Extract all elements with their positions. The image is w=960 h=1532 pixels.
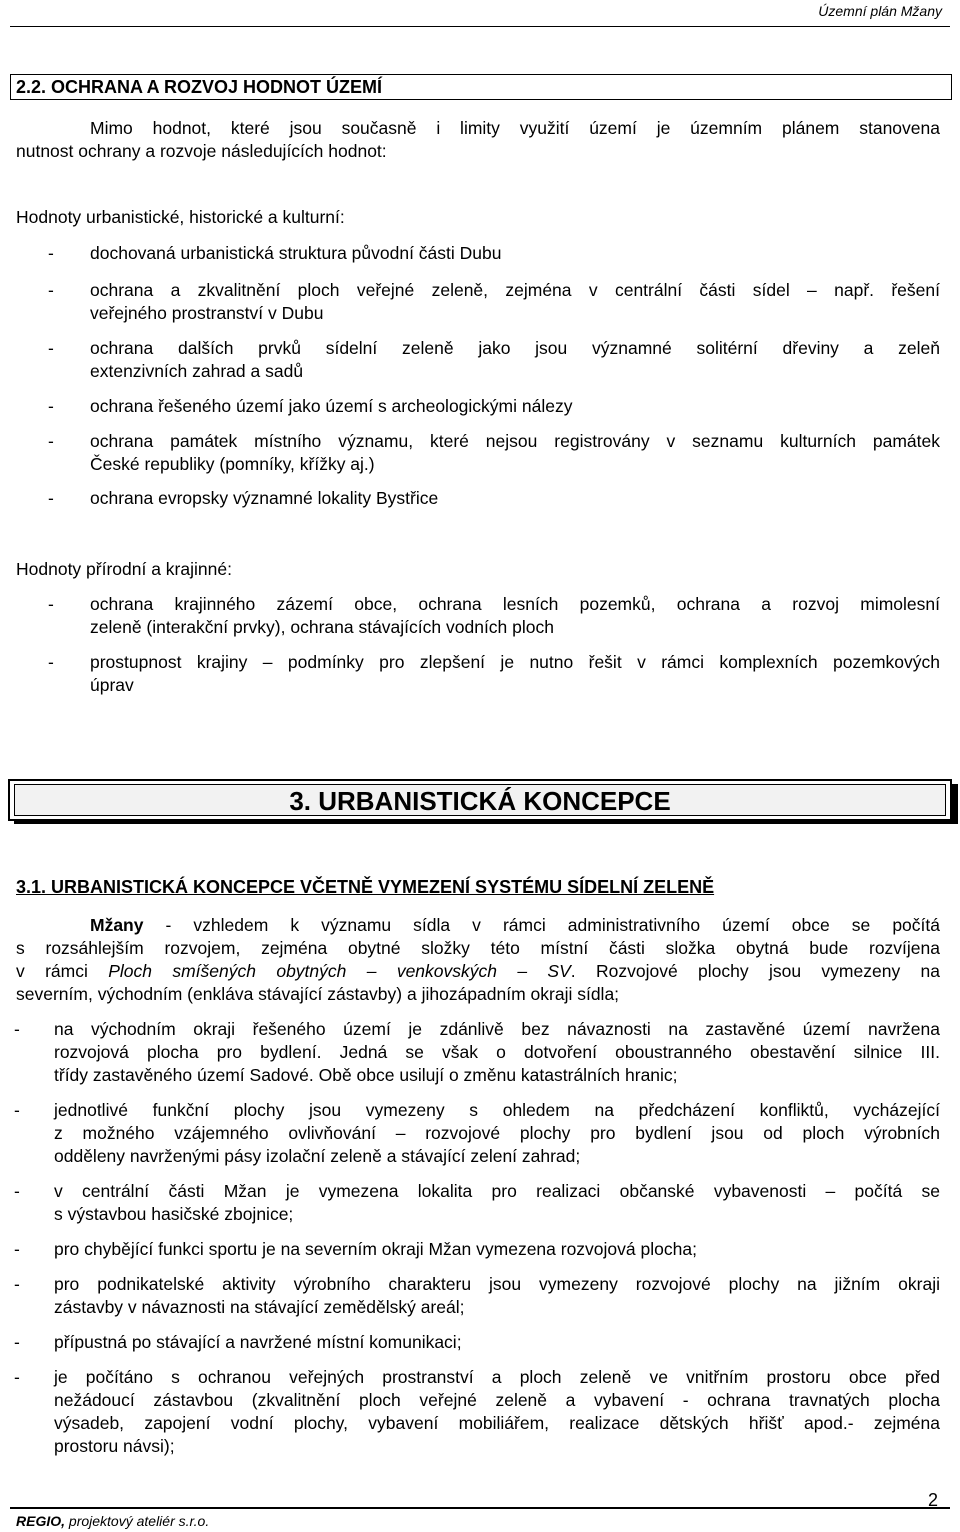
- urban-value-dash: -: [48, 338, 54, 358]
- footer-company-rest: projektový ateliér s.r.o.: [65, 1513, 210, 1529]
- concept-item-line: s výstavbou hasičské zbojnice;: [54, 1204, 294, 1224]
- urban-value-item-line: extenzivních zahrad a sadů: [90, 361, 304, 381]
- header-divider: [10, 26, 950, 27]
- section-2-2-title: 2.2. OCHRANA A ROZVOJ HODNOT ÚZEMÍ: [16, 77, 383, 97]
- concept-item-line: v centrální části Mžan je vymezena lokalita pro realizaci občanské vybavenosti – počítá se: [54, 1181, 940, 1201]
- concept-item-line: prostoru návsi);: [54, 1436, 175, 1456]
- urban-value-item-line: ochrana evropsky významné lokality Bystřice: [90, 488, 439, 508]
- urban-value-item-line: ochrana památek místního významu, které nejsou registrovány v seznamu kulturních památek: [90, 431, 940, 451]
- concept-item-line: zástavby v návaznosti na stávající zemědělský areál;: [54, 1297, 465, 1317]
- nature-value-item-line: úprav: [90, 675, 134, 695]
- nature-value-item-line: prostupnost krajiny – podmínky pro zlepšení je nutno řešit v rámci komplexních pozemkových: [90, 652, 940, 672]
- urban-value-dash: -: [48, 396, 54, 416]
- nature-value-dash: -: [48, 594, 54, 614]
- concept-item-line: jednotlivé funkční plochy jsou vymezeny s ohledem na předcházení konfliktů, vycházející: [54, 1100, 940, 1120]
- page-number: 2: [927, 1490, 938, 1510]
- chapter-3-title: 3. URBANISTICKÁ KONCEPCE: [289, 786, 671, 816]
- urban-value-item-line: dochovaná urbanistická struktura původní části Dubu: [90, 243, 502, 263]
- urban-value-item-line: ochrana řešeného území jako území s archeologickými nálezy: [90, 396, 573, 416]
- footer-company: [16, 1513, 209, 1529]
- concept-item-line: pro podnikatelské aktivity výrobního charakteru jsou vymezeny rozvojové plochy na jižním okraji: [54, 1274, 940, 1294]
- nature-value-dash: -: [48, 652, 54, 672]
- concept-item-line: rozvojová plocha pro bydlení. Jedná se však o dotvoření oboustranného obestavění silnice III.: [54, 1042, 940, 1062]
- concept-item-line: na východním okraji řešeného území je zdánlivě bez návaznosti na zastavěné území navržena: [54, 1019, 940, 1039]
- section-3-1-title: 3.1. URBANISTICKÁ KONCEPCE VČETNĚ VYMEZENÍ SYSTÉMU SÍDELNÍ ZELENĚ: [16, 877, 715, 897]
- footer-company-bold: REGIO,: [16, 1513, 66, 1529]
- urban-values-heading: Hodnoty urbanistické, historické a kulturní:: [16, 207, 345, 227]
- paragraph-line-3-b: . Rozvojové plochy jsou vymezeny na: [570, 961, 941, 981]
- paragraph-line-3-italic: Ploch smíšených obytných – venkovských – SV: [108, 961, 571, 981]
- concept-item-line: je počítáno s ochranou veřejných prostranství a ploch zeleně ve vnitřním prostoru obce před: [54, 1367, 940, 1387]
- intro-line-1: Mimo hodnot, které jsou současně i limity využití území je územním plánem stanovena: [90, 118, 940, 138]
- concept-dash: -: [14, 1367, 20, 1387]
- paragraph-line-1-text: - vzhledem k významu sídla v rámci administrativního území obce se počítá: [143, 915, 940, 935]
- paragraph-bold-name: Mžany: [90, 915, 144, 935]
- document-title-header: Územní plán Mžany: [818, 3, 942, 19]
- concept-item-line: odděleny navrženými pásy izolační zeleně a stávající zelení zahrad;: [54, 1146, 581, 1166]
- concept-dash: -: [14, 1019, 20, 1039]
- urban-value-dash: -: [48, 243, 54, 263]
- urban-value-item-line: ochrana a zkvalitnění ploch veřejné zeleně, zejména v centrální části sídel – např. řešení: [90, 280, 940, 300]
- nature-value-item-line: ochrana krajinného zázemí obce, ochrana lesních pozemků, ochrana a rozvoj mimolesní: [90, 594, 940, 614]
- concept-item-line: z možného vzájemného ovlivňování – rozvojové plochy pro bydlení jsou od ploch výrobních: [54, 1123, 940, 1143]
- urban-value-dash: -: [48, 431, 54, 451]
- paragraph-line-4: severním, východním (enkláva stávající zástavby) a jihozápadním okraji sídla;: [16, 984, 620, 1004]
- footer-divider: [10, 1507, 950, 1509]
- concept-item-line: třídy zastavěného území Sadové. Obě obce usilují o změnu katastrálních hranic;: [54, 1065, 678, 1085]
- concept-item-line: nežádoucí zástavbou (zkvalitnění ploch veřejné zeleně a vybavení - ochrana travnatých plocha: [54, 1390, 940, 1410]
- concept-dash: -: [14, 1100, 20, 1120]
- concept-dash: -: [14, 1239, 20, 1259]
- nature-values-heading: Hodnoty přírodní a krajinné:: [16, 559, 232, 579]
- paragraph-line-3: [16, 960, 940, 983]
- urban-value-item-line: ochrana dalších prvků sídelní zeleně jako jsou významné solitérní dřeviny a zeleň: [90, 338, 940, 358]
- urban-value-item-line: České republiky (pomníky, křížky aj.): [90, 454, 375, 474]
- concept-dash: -: [14, 1274, 20, 1294]
- urban-value-item-line: veřejného prostranství v Dubu: [90, 303, 324, 323]
- concept-item-line: pro chybějící funkci sportu je na severním okraji Mžan vymezena rozvojová plocha;: [54, 1239, 697, 1259]
- concept-dash: -: [14, 1332, 20, 1352]
- urban-value-dash: -: [48, 280, 54, 300]
- paragraph-line-1: [90, 914, 940, 937]
- paragraph-line-2: s rozsáhlejším rozvojem, zejména obytné složky této místní části složka obytná bude rozvíjena: [16, 938, 940, 958]
- urban-value-dash: -: [48, 488, 54, 508]
- concept-item-line: výsadeb, zapojení vodní plochy, vybavení mobiliářem, realizace dětských hřišť apod.- zejména: [54, 1413, 940, 1433]
- intro-line-2: nutnost ochrany a rozvoje následujících hodnot:: [16, 141, 387, 161]
- nature-value-item-line: zeleně (interakční prvky), ochrana stávajících vodních ploch: [90, 617, 554, 637]
- paragraph-line-3-a: v rámci: [16, 961, 109, 981]
- concept-dash: -: [14, 1181, 20, 1201]
- concept-item-line: přípustná po stávající a navržené místní komunikaci;: [54, 1332, 462, 1352]
